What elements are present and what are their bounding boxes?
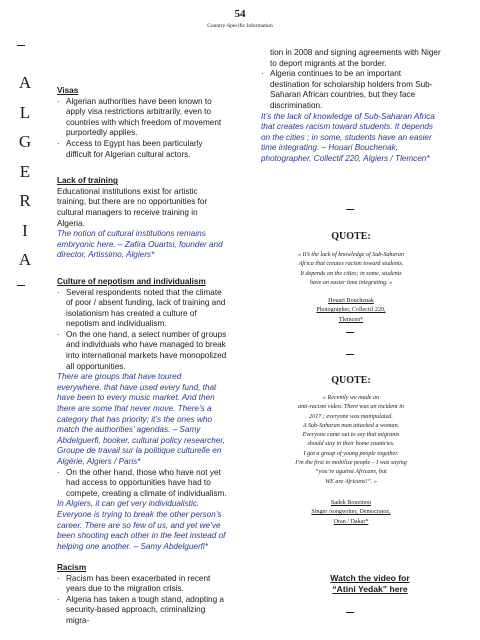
- quote-text: [261, 251, 441, 288]
- quote-line: I got a group of young people together.: [303, 450, 399, 457]
- training-text: Educational institutions exist for artistic training, but there are no opportunities for cultural managers to receive training in Algeria.: [57, 186, 208, 228]
- list-item: · Algerian authorities have been known to apply visa restrictions arbitrarily, even to countries with which freedom of movement purportedly applies.: [57, 96, 222, 138]
- quote-attribution: [261, 499, 441, 527]
- list-item: · Algeria has taken a tough stand, adopting a security-based approach, criminalizing migra-: [57, 594, 224, 625]
- visas-heading: Visas: [57, 86, 79, 95]
- bullet-text: Several respondents noted that the climate of poor / absent funding, lack of training and isolationism has created a culture of nepotism and individualism.: [66, 287, 226, 329]
- running-head: Country-Specific Information: [207, 23, 273, 29]
- continued-text: tion in 2008 and signing agreements with Niger to deport migrants at the border.: [270, 48, 441, 68]
- nepotism-quote-1: There are groups that have toured everywhere, that have used every fund, that have been to every music market. And then there are some that never move. There’s a category that has priority; it’s the ones who match the authorities’ agendas. – Samy Abdelguerfi, booker, cultural policy researcher, Groupe de travail sur la politique culturelle en Algérie, Algiers / Paris*: [57, 372, 225, 466]
- country-letter: I: [22, 220, 28, 240]
- quote-line: “you’re against Africans, but: [315, 469, 387, 476]
- page-number: 54: [234, 8, 246, 20]
- divider: [346, 332, 354, 333]
- country-letter: A: [18, 73, 32, 92]
- divider: [346, 612, 354, 613]
- training-heading: Lack of training: [57, 176, 118, 186]
- list-item: · Access to Egypt has been particularly difficult for Algerian cultural actors.: [57, 138, 203, 159]
- list-item: · Several respondents noted that the climate of poor / absent funding, lack of training and isolationism has created a culture of nepotism and individualism.: [57, 287, 226, 329]
- nepotism-quote-2: In Algiers, it can get very individualistic. Everyone is trying to break the other person’s career. There are so few of us, and yet we’ve been shooting each other in the feet instead of helping one another. – Samy Abdelguerfi*: [57, 499, 226, 551]
- attribution-line: Sadek Bouzinou: [330, 500, 372, 506]
- quote-label: QUOTE:: [331, 231, 371, 242]
- quote-line: WE are Africans!”. »: [325, 478, 377, 485]
- nepotism-heading: Culture of nepotism and individualism: [57, 276, 206, 286]
- list-item: · Racism has been exacerbated in recent years due to the migration crisis.: [57, 573, 211, 594]
- country-letter: E: [19, 161, 31, 181]
- attribution-line: Oran / Dakar*: [333, 518, 369, 525]
- quote-line: Everyone came out to say that migrants: [302, 432, 400, 439]
- quote-text: [261, 394, 441, 487]
- rule-letters-bottom: [17, 285, 25, 286]
- divider: [346, 354, 354, 355]
- quote-line: It depends on the cities; in some, students: [300, 270, 402, 277]
- divider: [346, 209, 354, 210]
- quote-line: I’m the first to mobilize people – I was saying: [295, 460, 407, 467]
- country-letter: R: [19, 191, 31, 210]
- attribution-line: Tlemcen*: [338, 316, 364, 323]
- video-link-line: Watch the video for: [330, 573, 410, 583]
- country-letter: A: [18, 250, 32, 269]
- bullet-text: Algeria has taken a tough stand, adopting a security-based approach, criminalizing migra-: [66, 594, 224, 625]
- attribution-line: Singer /songwriter, Democratoz,: [311, 509, 391, 516]
- bullet-text: Algeria continues to be an important destination for scholarship holders from Sub-Saharan African countries, but they face discrimination.: [270, 69, 433, 110]
- attribution-line: Photographer, Collectif 220,: [316, 307, 386, 314]
- mid-column: [261, 48, 441, 165]
- bullet-text: Access to Egypt has been particularly difficult for Algerian cultural actors.: [66, 138, 203, 159]
- country-letter: L: [19, 102, 31, 122]
- quote-line: A Sub-Saharan man attacked a woman.: [302, 422, 400, 429]
- list-item: · Algeria continues to be an important destination for scholarship holders from Sub-Saharan African countries, but they face discrimination.: [261, 69, 433, 110]
- racism-heading: Racism: [57, 563, 87, 572]
- list-item: · On the one hand, a select number of groups and individuals who have managed to break into international markets have monopolized all opportunities.: [57, 329, 227, 371]
- training-quote: The notion of cultural institutions remains embryonic here. – Zafira Ouartsi, founder and director, Artissimo, Algiers*: [57, 229, 223, 260]
- bullet-text: Algerian authorities have been known to apply visa restrictions arbitrarily, even to countries with which freedom of movement purportedly applies.: [66, 96, 222, 138]
- quote-label: QUOTE:: [331, 375, 371, 386]
- country-letter: G: [18, 132, 32, 151]
- video-link-line: “Atini Yedak” here: [332, 584, 408, 594]
- racism-section: [57, 563, 227, 627]
- rule-top-left: [17, 45, 25, 46]
- country-letters: [14, 68, 36, 275]
- quote-line: have an easier time integrating. »: [309, 279, 393, 286]
- bullet-text: On the one hand, a select number of groups and individuals who have managed to break into international markets have monopolized all opportunities.: [66, 329, 227, 371]
- quote-line: « Recently we made an: [322, 395, 380, 401]
- quote-line: anti-racism video. There was an incident in: [298, 404, 404, 411]
- quote-line: should stay in their home countries.: [307, 441, 395, 448]
- left-column: [57, 86, 227, 552]
- watch-video-link[interactable]: [310, 573, 430, 595]
- list-item: · On the other hand, those who have not yet had access to opportunities have had to compete, creating a climate of individualism.: [57, 467, 227, 498]
- quote-attribution: [261, 297, 441, 325]
- quote-line: 2017 ; everyone was manipulated.: [309, 413, 393, 420]
- attribution-line: Houari Bouchenak: [328, 298, 374, 304]
- quote-line: Africa that creates racism toward students.: [298, 261, 404, 268]
- quote-line: « It’s the lack of knowledge of Sub-Saharan: [297, 252, 404, 258]
- racism-quote: It’s the lack of knowledge of Sub-Saharan Africa that creates racism toward students. It depends on the cities ; in some, students have an easier time integrating. – Houari Bouchenak, photographer, Collectif 220, Algiers / Tlemcen*: [261, 111, 435, 163]
- bullet-text: On the other hand, those who have not yet had access to opportunities have had to compete, creating a climate of individualism.: [66, 467, 227, 498]
- bullet-text: Racism has been exacerbated in recent years due to the migration crisis.: [66, 573, 211, 594]
